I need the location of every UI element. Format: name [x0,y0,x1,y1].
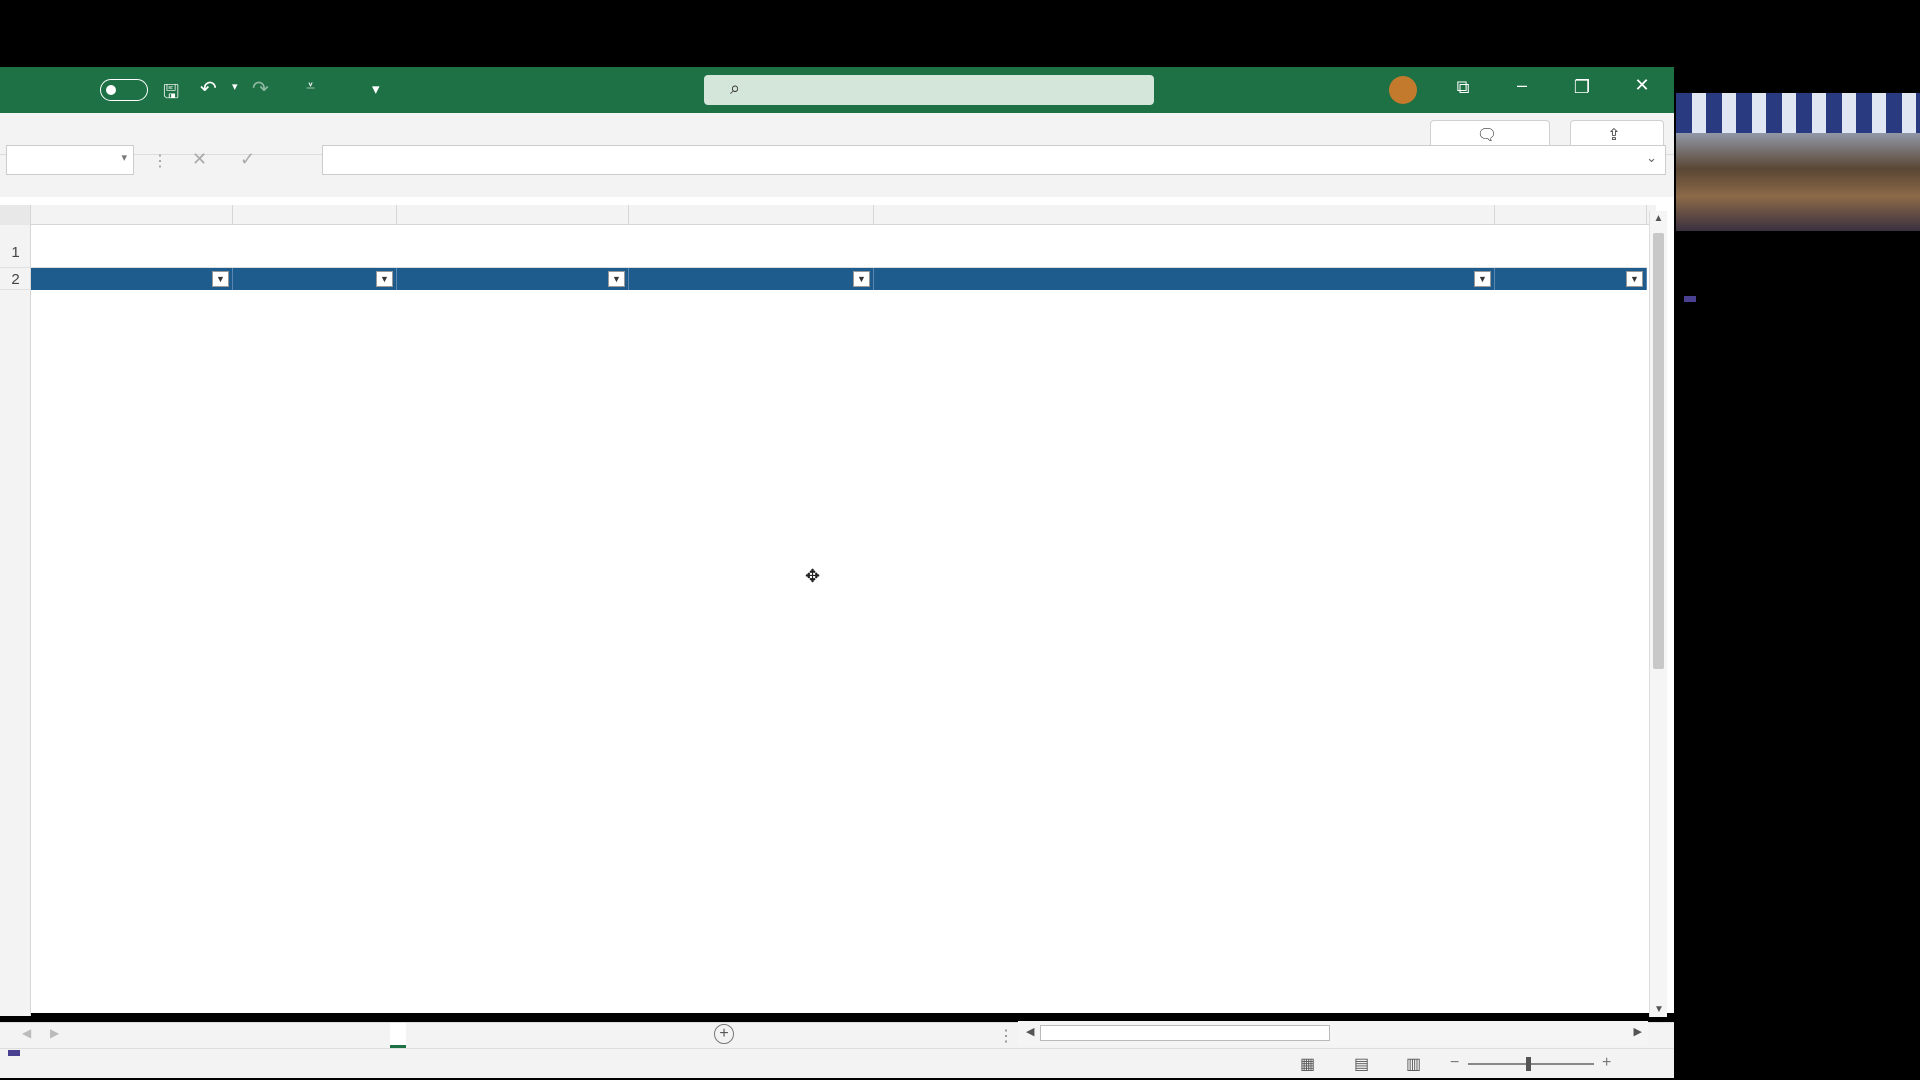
worksheet-grid[interactable] [31,225,1647,1016]
add-sheet-icon[interactable]: + [714,1024,734,1044]
page-layout-view-icon[interactable]: ▤ [1354,1056,1370,1073]
next-sheet-icon[interactable]: ▶ [50,1026,60,1040]
undo-dropdown-icon[interactable]: ▾ [232,81,238,93]
page-break-view-icon[interactable]: ▥ [1406,1056,1422,1073]
name-box[interactable] [6,145,134,175]
column-header-a[interactable] [31,205,233,225]
column-header-b[interactable] [233,205,397,225]
enter-icon[interactable]: ✓ [240,149,256,169]
zoom-in-icon[interactable]: + [1602,1054,1612,1071]
cancel-icon[interactable]: ✕ [192,149,208,169]
title-row [31,225,1647,268]
ribbon-display-icon[interactable]: ⧉ [1456,77,1470,97]
minimize-icon[interactable]: – [1516,75,1527,95]
file-name[interactable]: ▾ [372,81,380,98]
zoom-out-icon[interactable]: − [1450,1054,1460,1071]
horizontal-scrollbar[interactable] [1018,1021,1648,1045]
close-icon[interactable]: ✕ [1634,75,1650,95]
more-options-icon: ⋮ [152,153,168,170]
prev-sheet-icon[interactable]: ◀ [22,1026,32,1040]
restore-icon[interactable]: ❐ [1573,77,1591,97]
table-header-row [31,268,1647,290]
header-department[interactable] [629,268,874,290]
bottom-room-label [8,1050,20,1056]
normal-view-icon[interactable]: ▦ [1300,1056,1316,1073]
cursor-icon: ✥ [805,566,821,586]
header-description[interactable] [874,268,1495,290]
autosave-toggle[interactable] [100,79,148,101]
column-header-f[interactable] [1495,205,1647,225]
status-bar [0,1048,1674,1078]
row-header[interactable]: 2 [0,268,31,290]
filter-dropdown-icon[interactable]: ▼ [212,271,229,287]
scroll-thumb[interactable] [1653,233,1664,669]
filter-dropdown-icon[interactable]: ▼ [1626,271,1643,287]
zoom-slider[interactable] [1468,1063,1594,1065]
header-district[interactable] [233,268,397,290]
header-name[interactable] [31,268,233,290]
row-headers [0,225,31,1016]
filter-dropdown-icon[interactable]: ▼ [853,271,870,287]
room-label [1684,296,1696,302]
customize-toolbar-icon[interactable]: ⩡ [306,78,316,95]
search-box[interactable] [704,75,1154,105]
column-headers [0,205,1656,225]
filter-applied-icon[interactable]: ▼ [376,271,393,287]
hscroll-thumb[interactable] [1040,1025,1330,1041]
select-all-corner[interactable] [0,205,31,225]
title-bar [0,67,1674,113]
comment-icon: 🗨 [1476,127,1498,144]
scroll-right-icon[interactable]: ▶ [1633,1026,1642,1038]
column-header-c[interactable] [397,205,629,225]
expand-formula-icon[interactable]: ⌄ [1646,150,1657,165]
formula-input[interactable] [322,145,1666,175]
row-header[interactable]: 1 [0,225,31,268]
chamber-video-feed [1676,93,1920,231]
scroll-up-icon[interactable]: ▲ [1653,213,1664,224]
excel-window [0,67,1674,1073]
header-amount[interactable] [1495,268,1647,290]
scroll-left-icon[interactable]: ◀ [1026,1026,1035,1038]
search-icon: ⌕ [730,78,741,98]
filter-dropdown-icon[interactable]: ▼ [1474,271,1491,287]
save-icon[interactable]: 🖫 [163,82,180,103]
filter-dropdown-icon[interactable]: ▼ [608,271,625,287]
column-header-d[interactable] [629,205,874,225]
vertical-scrollbar[interactable] [1649,211,1667,1017]
redo-icon[interactable]: ↷ [252,78,269,100]
meeting-panel [1674,0,1920,1080]
undo-icon[interactable]: ↶ [200,78,217,100]
scroll-down-icon[interactable]: ▼ [1654,1004,1664,1015]
share-icon: ⇪ [1607,127,1621,144]
account-avatar[interactable] [1389,76,1417,104]
header-copatron[interactable] [397,268,629,290]
tab-splitter-icon[interactable]: ⋮ [998,1028,1014,1045]
chevron-down-icon: ▾ [121,152,127,164]
column-header-e[interactable] [874,205,1495,225]
sheet-tab-capital[interactable] [390,1023,406,1048]
